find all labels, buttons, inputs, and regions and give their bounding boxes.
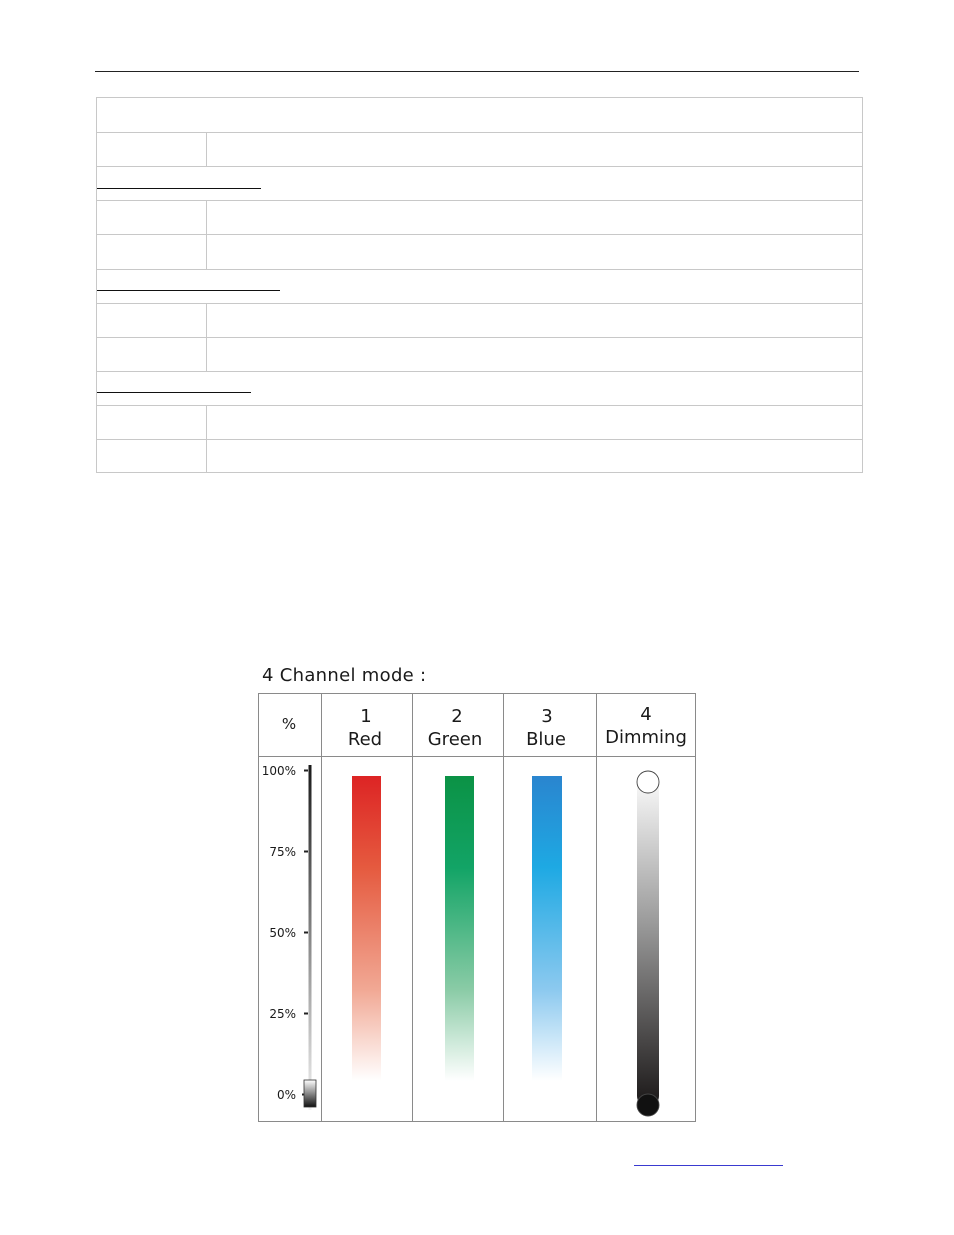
table-row — [97, 98, 862, 132]
scale-label-25: 25% — [269, 1007, 296, 1021]
section-heading-underline — [97, 392, 251, 393]
channel-2-number: 2 — [451, 706, 463, 727]
table-section-row — [97, 269, 862, 303]
table-section-row — [97, 371, 862, 405]
scale-label-0: 0% — [276, 1088, 296, 1102]
table-row — [97, 303, 862, 337]
section-heading-underline — [97, 290, 280, 291]
blue-channel-bar — [532, 776, 562, 1081]
table-section-row — [97, 166, 862, 200]
dimming-max-knob — [637, 771, 659, 793]
percent-header: % — [281, 715, 297, 733]
red-channel-bar — [352, 776, 381, 1081]
green-channel-bar — [445, 776, 474, 1081]
dimming-min-knob — [637, 1094, 659, 1116]
channel-1-name: Red — [347, 729, 383, 750]
section-heading-underline — [97, 188, 261, 189]
channel-1-number: 1 — [360, 706, 372, 727]
table-row — [97, 234, 862, 269]
channel-chart-svg — [258, 693, 696, 1122]
table-row — [97, 200, 862, 234]
table-row — [97, 337, 862, 371]
channel-chart — [258, 693, 696, 1122]
table-row — [97, 132, 862, 166]
table-row — [97, 405, 862, 439]
channel-4-number: 4 — [640, 704, 652, 725]
channel-3-number: 3 — [541, 706, 553, 727]
scale-label-50: 50% — [269, 926, 296, 940]
channel-4-name: Dimming — [605, 727, 687, 748]
chart-border — [259, 694, 696, 1122]
table-row — [97, 439, 862, 472]
channel-2-name: Green — [427, 729, 483, 750]
dimming-channel-bar — [637, 771, 659, 1107]
footer-link-underline[interactable] — [634, 1151, 783, 1166]
channel-3-name: Blue — [526, 729, 566, 750]
percent-scale-bar — [309, 765, 312, 1110]
scale-label-100: 100% — [261, 764, 296, 778]
scale-label-75: 75% — [269, 845, 296, 859]
spec-table — [96, 97, 863, 473]
scale-slider-knob — [304, 1080, 316, 1107]
chart-title: 4 Channel mode : — [262, 665, 427, 686]
header-rule — [95, 71, 859, 72]
